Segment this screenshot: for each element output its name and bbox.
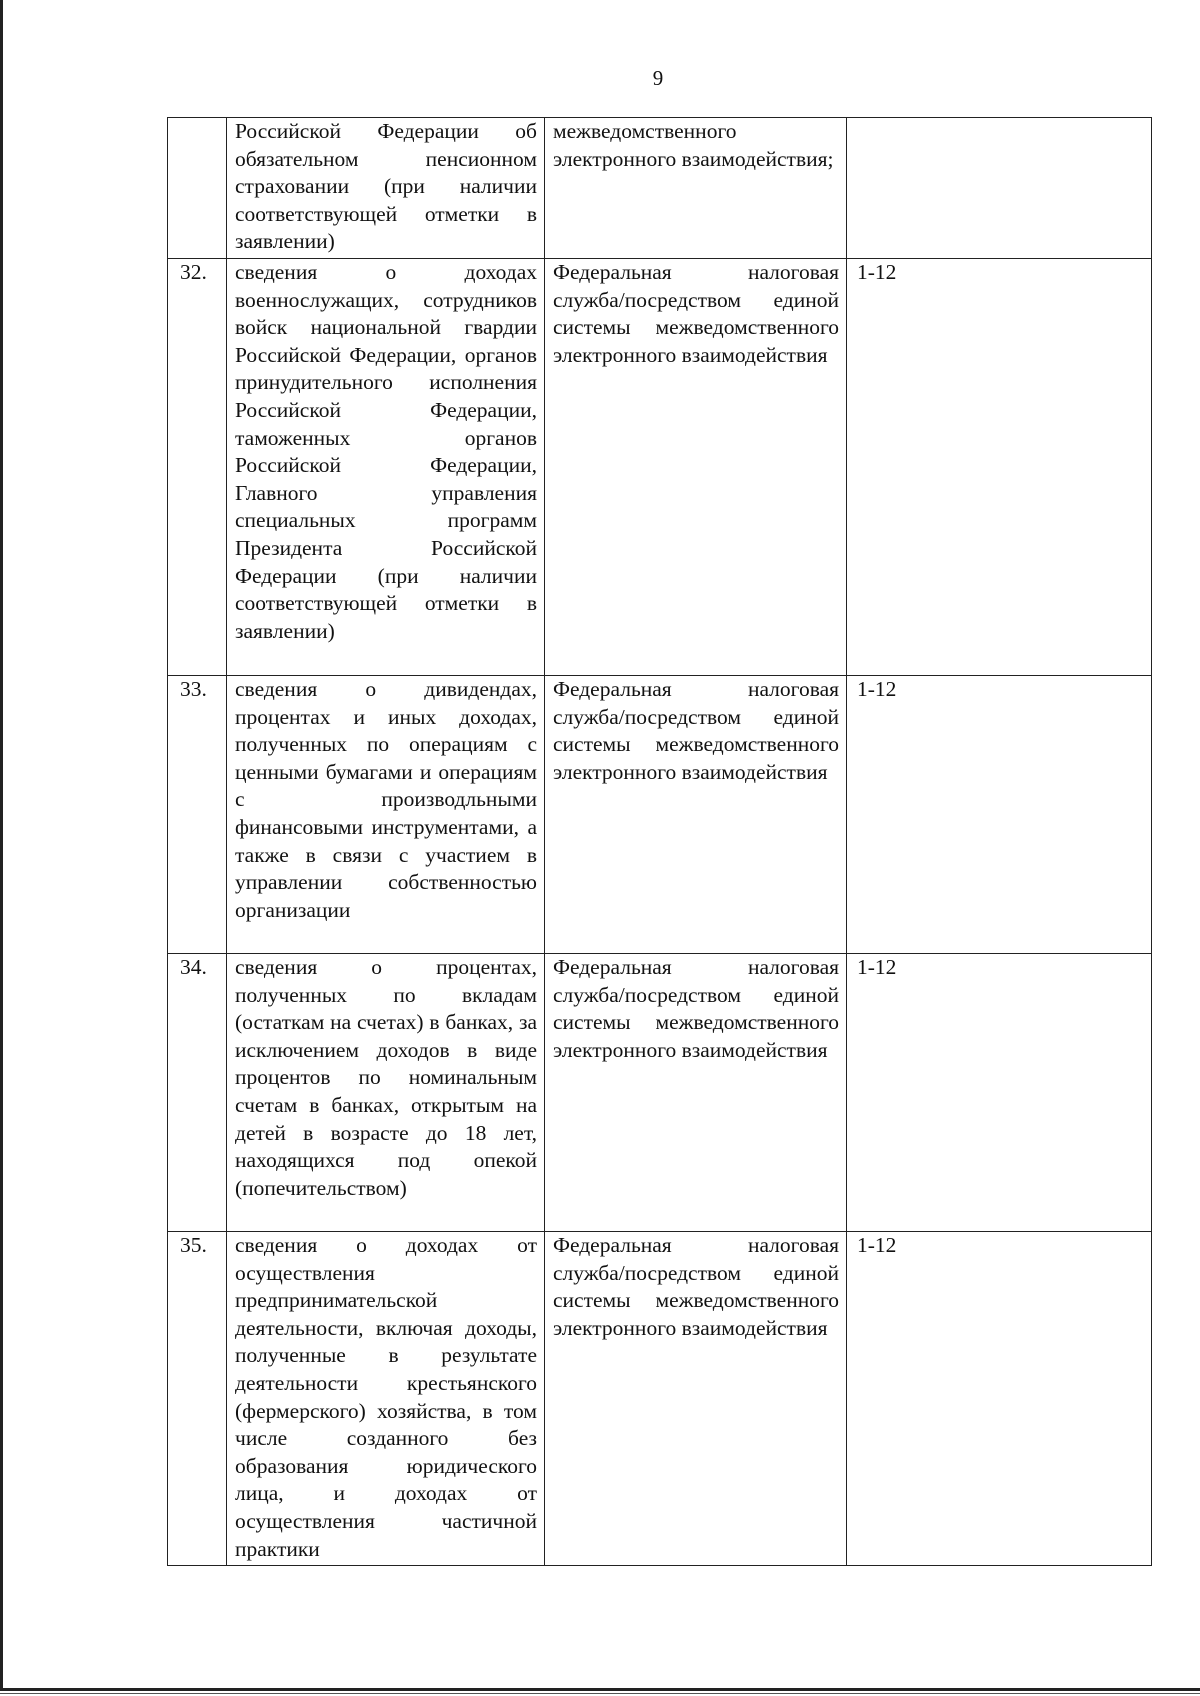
row-description: Российской Федерации об обязательном пенсионном страховании (при наличии соответствующей отметки в заявлении) (227, 118, 545, 259)
table-row (168, 954, 1152, 1232)
scan-left-edge (0, 0, 3, 1690)
scan-bottom-edge (0, 1688, 1200, 1691)
data-sources-table (167, 117, 1152, 1566)
row-number: 33. (168, 676, 227, 954)
row-source: Федеральная налоговая служба/посредством единой системы межведомственного электронного взаимодействия (545, 676, 847, 954)
row-description: сведения о процентах, полученных по вкладам (остаткам на счетах) в банках, за исключением доходов в виде процентов по номинальным счетам в банках, открытым на детей в возрасте до 18 лет, находящихся под опекой (попечительством) (227, 954, 545, 1232)
row-description: сведения о дивидендах, процентах и иных доходах, полученных по операциям с ценными бумагами и операциям с производльными финансовыми инструментами, а также в связи с участием в управлении собственностью организации (227, 676, 545, 954)
row-description: сведения о доходах от осуществления предпринимательской деятельности, включая доходы, полученные в результате деятельности крестьянского (фермерского) хозяйства, в том числе созданного без образования юридического лица, и доходах от осуществления частичной практики (227, 1232, 545, 1566)
row-period: 1-12 (847, 1232, 1152, 1566)
row-period: 1-12 (847, 954, 1152, 1232)
row-description: сведения о доходах военнослужащих, сотрудников войск национальной гвардии Российской Федерации, органов принудительного исполнения Российской Федерации, таможенных органов Российской Федерации, Главного управления специальных программ Президента Российской Федерации (при наличии соответствующей отметки в заявлении) (227, 259, 545, 676)
row-period: 1-12 (847, 259, 1152, 676)
row-number: 35. (168, 1232, 227, 1566)
row-number: 34. (168, 954, 227, 1232)
row-number (168, 118, 227, 259)
row-source: Федеральная налоговая служба/посредством единой системы межведомственного электронного взаимодействия (545, 1232, 847, 1566)
row-source: Федеральная налоговая служба/посредством единой системы межведомственного электронного взаимодействия (545, 954, 847, 1232)
row-source: межведомственного электронного взаимодействия; (545, 118, 847, 259)
row-period (847, 118, 1152, 259)
row-number: 32. (168, 259, 227, 676)
table-row (168, 118, 1152, 259)
row-period: 1-12 (847, 676, 1152, 954)
scan-bottom-edge-thin (0, 1693, 1200, 1694)
table-row (168, 1232, 1152, 1566)
row-source: Федеральная налоговая служба/посредством единой системы межведомственного электронного взаимодействия (545, 259, 847, 676)
table-row (168, 676, 1152, 954)
page-number: 9 (652, 66, 664, 90)
table-row (168, 259, 1152, 676)
